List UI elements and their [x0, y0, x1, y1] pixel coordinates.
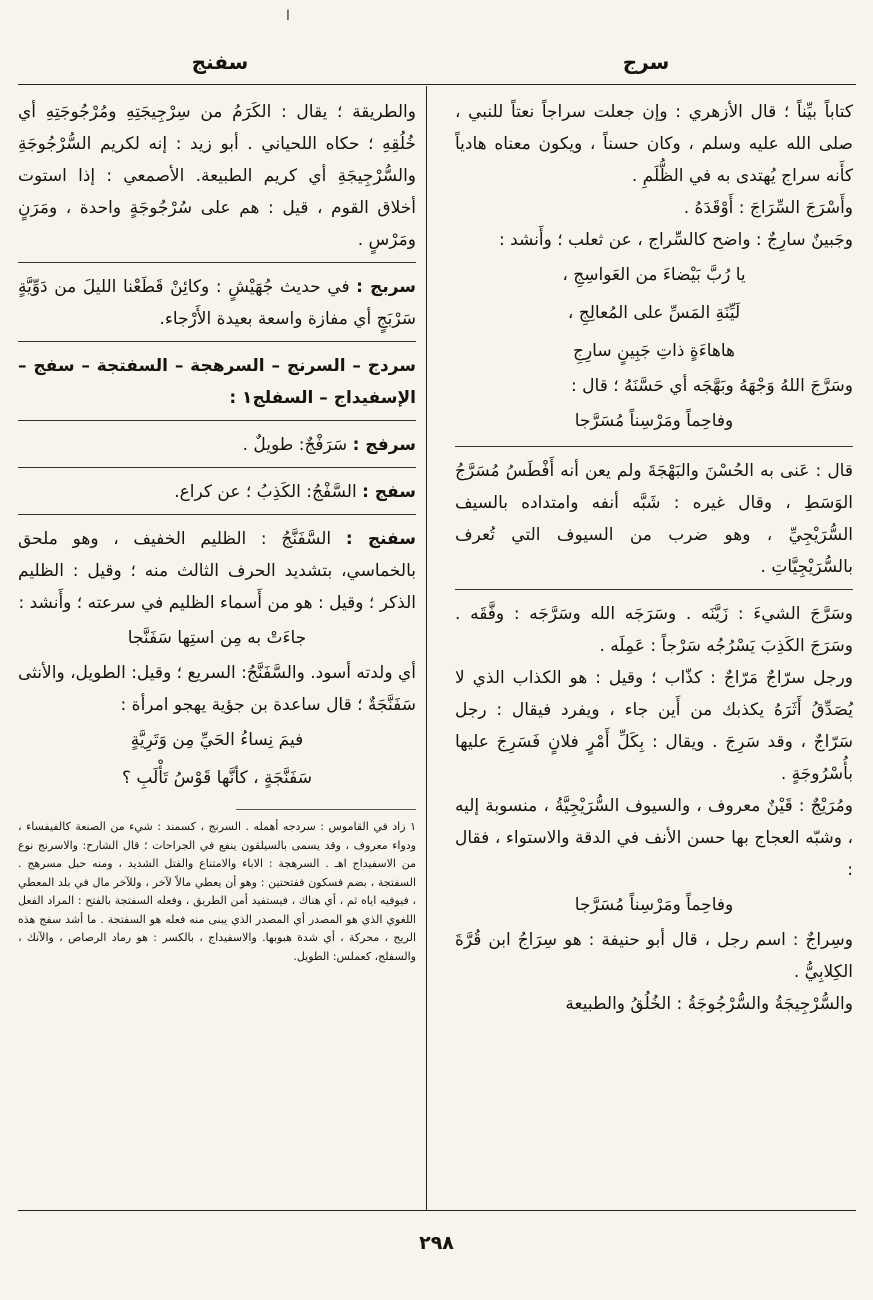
column-divider [426, 86, 427, 1210]
header-left: سفنج [191, 50, 249, 74]
paragraph: ومُرَيْجٌ : قَيْنٌ معروف ، والسيوف السُّرَيْجِيَّةُ ، منسوبة إليه ، وشبّه العجاج بها حسن الأنف في الدقة والاستواء ، فقال : [455, 796, 853, 880]
separator [18, 341, 416, 342]
verse-line: فيمَ نِساءُ الحَيِّ مِن وَتَرِيَّةٍ [130, 730, 304, 750]
separator [18, 467, 416, 468]
entry-sarafaj [18, 429, 416, 461]
entry-safanjaj [18, 523, 416, 619]
verse-line: وفاحِماً ومَرْسِناً مُسَرَّجا [574, 895, 734, 915]
entry-text: السَّفَنَّجُ : الظليم الخفيف ، وهو ملحق بالخماسي، بتشديد الحرف الثالث منه ؛ وقيل : الظليم الذكر ؛ وقيل : هو من أَسماء الظليم في سرعته ؛ وأَنشد : [18, 529, 416, 613]
separator [18, 420, 416, 421]
verse-block [455, 256, 853, 370]
page-number: ٢٩٨ [419, 1232, 454, 1254]
top-rule [18, 84, 856, 85]
entry-headword: سربج : [356, 277, 416, 297]
paragraph: وأَسْرَجَ السِّرَاجَ : أَوْقَدَهُ . [683, 198, 853, 218]
paragraph: وسَرَّجَ اللهُ وَجْهَهُ وبَهَّجَه أي حَسَّنَهُ ؛ قال : [571, 376, 853, 396]
verse-line: وفاحِماً ومَرْسِناً مُسَرَّجا [574, 411, 734, 431]
verse-line: جاءَتْ به مِن استِها سَفَنَّجا [127, 628, 307, 648]
entry-headword: سفج : [362, 482, 416, 502]
entry-sarbaj [18, 271, 416, 335]
paragraph: كتاباً بيِّناً ؛ قال الأزهري : وإن جعلت سراجاً نعتاً للنبي ، صلى الله عليه وسلم ، وكان حسناً ، ويكون معناه هادياً كأَنه سراج يُهتدى به في الظُّلَمِ . [455, 102, 853, 186]
separator [455, 589, 853, 590]
verse-line: يا رُبَّ بَيْضاءَ من العَواسِجِ ، [562, 265, 746, 285]
verse-block [18, 721, 416, 797]
paragraph: وسِراجٌ : اسم رجل ، قال أبو حنيفة : هو سِرَاجُ ابن قُرَّةَ الكِلابِيُّ . [455, 930, 853, 982]
paragraph: أي ولدته أسود. والسَّفَنَّجُ: السريع ؛ وقيل: الطويل، والأنثى سَفَنَّجَةٌ ؛ قال ساعدة بن جؤية يهجو امرأة : [18, 663, 416, 715]
page-marker: ا [286, 8, 290, 24]
paragraph: والسُّرْجِيجَةُ والسُّرْجُوجَةُ : الخُلُقُ والطبيعة [565, 994, 853, 1014]
verse-line: هاهاءَةٍ ذاتِ جَبِينٍ سارِجِ [572, 341, 735, 361]
paragraph: قال : عَنى به الحُسْنَ والبَهْجَةَ ولم يعن أنه أَفْطَسُ مُسَرَّجُ الوَسَطِ ، وقال غيره : شَبَّه أنفه وامتداده بالسيف السُّرَيْجِيِّ ، وهو ضرب من السيوف التي تُعرف بالسُّرَيْجِيَّاتِ . [455, 461, 853, 577]
entry-headword: سرفج : [352, 435, 416, 455]
paragraph: وجَبينٌ سارِجٌ : واضح كالسِّراج ، عن ثعلب ؛ وأَنشد : [498, 230, 853, 250]
paragraph: وسَرَّجَ الشيءَ : زَيَّنَه . وسَرَجَه الله وسَرَّجَه : وفَّقَه . وسَرَجَ الكَذِبَ يَسْرُجُه سَرْجاً : عَمِلَه . [455, 604, 853, 656]
left-column [18, 96, 416, 966]
entry-text: سَرَفْجٌ: طويلٌ . [242, 435, 348, 455]
header-right: سرج [622, 50, 670, 74]
entry-list: سردج – السرنج – السرهجة – السفتجة – سفج – الإسفيداج – السفلج١ : [18, 356, 416, 408]
footnote-rule [236, 809, 416, 810]
entry-safaj [18, 476, 416, 508]
entry-text: السَّفْجُ: الكَذِبُ ؛ عن كراع. [174, 482, 357, 502]
entry-text: في حديث جُهَيْشٍ : وكائِنْ قَطَعْنا الليلَ من دَوِّيَّةٍ سَرْبَجٍ أي مفازة واسعة بعيدة الأَرْجاء. [18, 277, 416, 329]
verse-line: لَيِّنَةِ المَسِّ على المُعالِجِ ، [567, 303, 741, 323]
paragraph: ورجل سرّاجٌ مَرّاجٌ : كذّاب ؛ وقيل : هو الكذاب الذي لا يُصَدِّقُ أَثَرَهُ يكذبك من أَين جاء ، ويفرد فيقال : رجل سَرّاجٌ ، وقد سَرِجَ . ويقال : بِكَلِّ أَمْرٍ فلانٍ فَسَرِجَ عليها بأُسْرُوجَةٍ . [455, 668, 853, 784]
verse-line: سَفَنَّجَةٍ ، كأنَّها قَوْسُ تَأْلَبِ ؟ [121, 768, 313, 788]
bottom-rule [18, 1210, 856, 1211]
separator [18, 514, 416, 515]
separator [18, 262, 416, 263]
entry-headword: سفنج : [345, 529, 416, 549]
separator [455, 446, 853, 447]
right-column [455, 96, 853, 1020]
paragraph: والطريقة ؛ يقال : الكَرَمُ من سِرْجِيجَتِهِ ومُرْجُوجَتِهِ أي خُلُقِهِ ؛ حكاه اللحياني . أبو زيد : إنه لكريم السُّرْجُوجَةِ والسُّرْجِيجَةِ أي كريم الطبيعة. الأصمعي : إذا استوت أخلاق القوم ، قيل : هم على سُرْجُوجَةٍ واحدة ، ومَرَنٍ ومَرْسٍ . [18, 102, 416, 250]
footnote: ١ زاد في القاموس : سردجه أهمله . السرنج ، كسمند : شيء من الصنعة كالفيفساء ، ودواء معروف ، وقد يسمى بالسيلقون ينفع في الجراحات ؛ قال الشارح: والاسرنج نوع من الاسفيداج اهـ . السرهجة : الاباء والامتناع والفتل الشديد ، ومنه حبل مسرهج . السفتجة ، بضم فسكون ففتحتين : وهو أن يعطي مالاً لآخر ، وللآخر مال في بلد المعطي ، فيوفيه اياه ثم ، أي هناك ، فيستفيد أمن الطريق ، وفعله السفتجة بالفتح : المراد الفعل اللغوي الذي هو المصدر أي المصدر الذي يبنى منه فعله هو السفتجة . ما أشد سفج هذه الريح ، محركة ، أي شدة هبوبها. والاسفيداج ، بالكسر : هو رماد الرصاص ، والآنك ، والسفلج، كعملس: الطويل. [18, 820, 416, 963]
